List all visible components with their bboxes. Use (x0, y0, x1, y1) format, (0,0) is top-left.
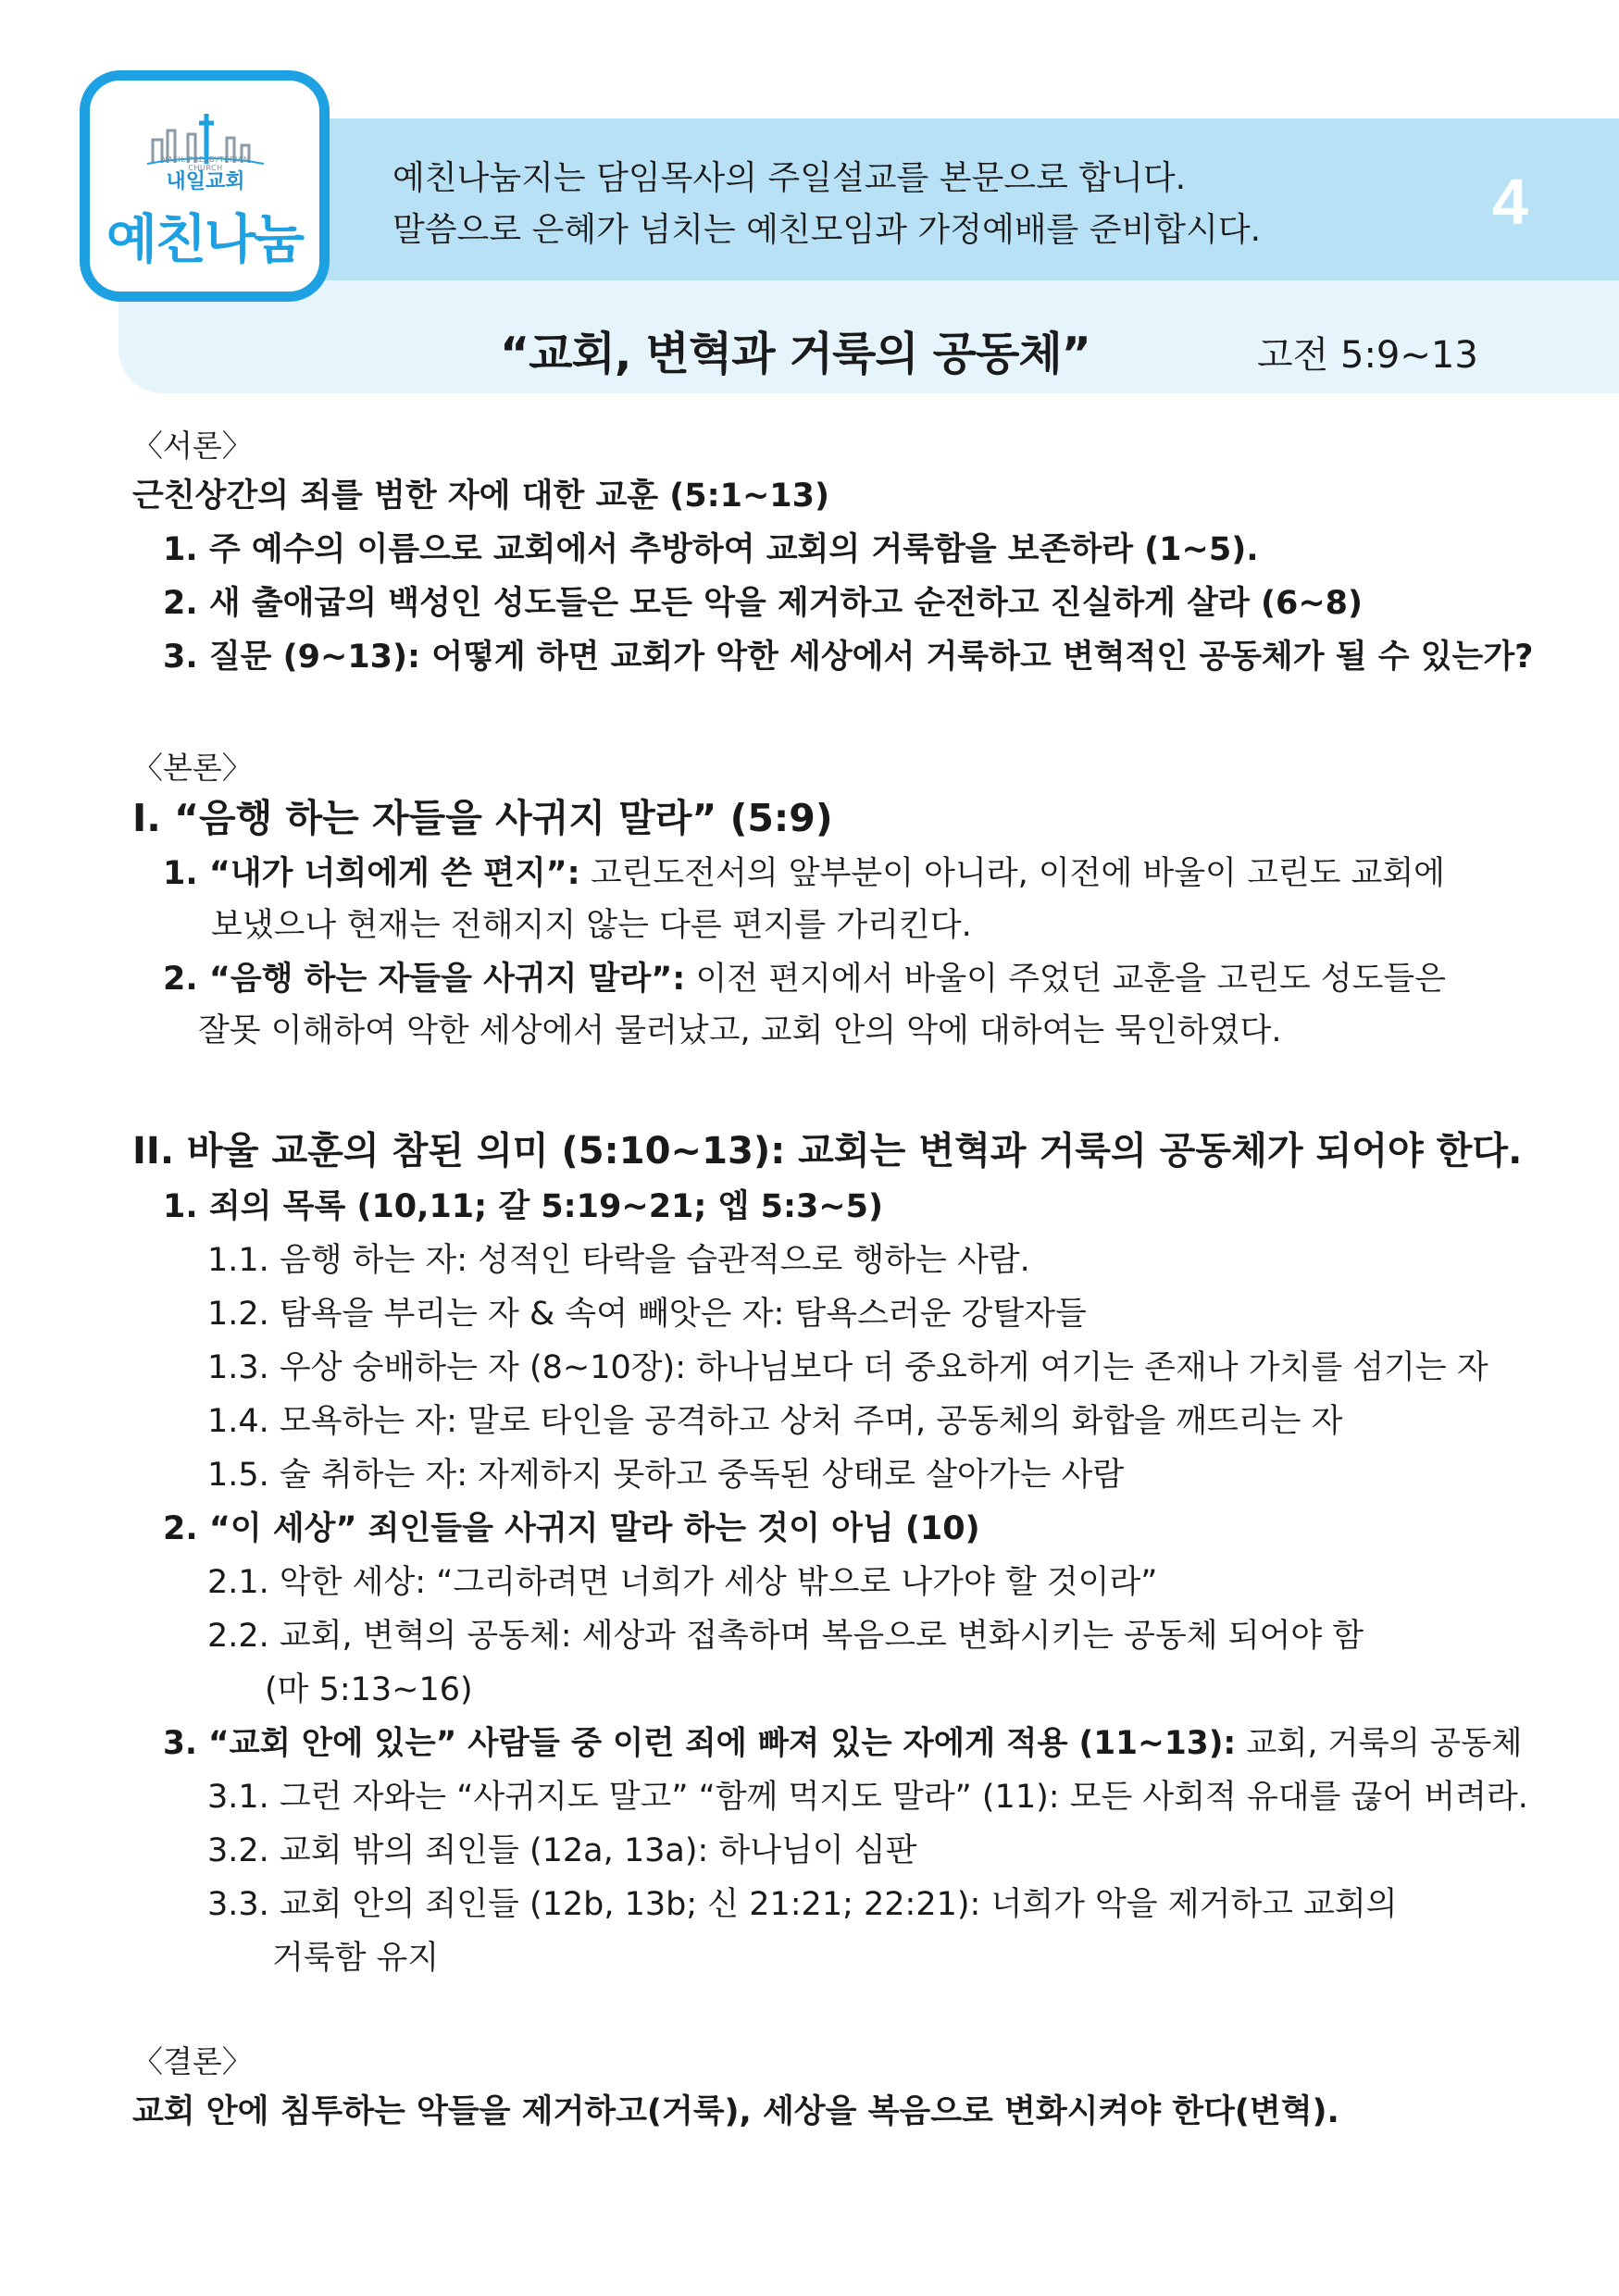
logo-title: 예친나눔 (106, 209, 304, 270)
part1-item-1-title: 1. “내가 너희에게 쓴 편지”: (163, 855, 580, 892)
part2-sub-2-item-2-cont: (마 5:13~16) (265, 1671, 473, 1708)
intro-heading: 근친상간의 죄를 범한 자에 대한 교훈 (5:1~13) (132, 478, 829, 515)
part2-heading: II. 바울 교훈의 참된 의미 (5:10~13): 교회는 변혁과 거룩의 공동체가 되어야 한다. (132, 1130, 1523, 1173)
part1-item-2-cont: 잘못 이해하여 악한 세상에서 물러났고, 교회 안의 악에 대하여는 묵인하였다. (198, 1012, 1282, 1049)
part1-item-2 (163, 959, 1446, 999)
sin-list-item-2: 1.2. 탐욕을 부리는 자 & 속여 빼앗은 자: 탐욕스러운 강탈자들 (207, 1296, 1087, 1333)
church-name: 내일교회 (166, 170, 245, 193)
part2-sub-3-item-3: 3.3. 교회 안의 죄인들 (12b, 13b; 신 21:21; 22:21): 너희가 악을 제거하고 교회의 (207, 1886, 1398, 1923)
part1-heading: I. “음행 하는 자들을 사귀지 말라” (5:9) (132, 796, 833, 840)
logo-box (80, 70, 330, 302)
logo-subtitle: NAEIL PRESBYTERIAN CHURCH (161, 155, 250, 172)
body-label: 〈본론〉 (132, 750, 253, 786)
intro-item-3: 3. 질문 (9~13): 어떻게 하면 교회가 악한 세상에서 거룩하고 변혁적인 공동체가 될 수 있는가? (163, 639, 1534, 676)
part2-sub-3-item-2: 3.2. 교회 밖의 죄인들 (12a, 13a): 하나님이 심판 (207, 1832, 917, 1869)
part2-sub-3-item-1: 3.1. 그런 자와는 “사귀지도 말고” “함께 먹지도 말라” (11): 모든 사회적 유대를 끊어 버려라. (207, 1779, 1528, 1816)
sin-list-item-4: 1.4. 모욕하는 자: 말로 타인을 공격하고 상처 주며, 공동체의 화합을 깨뜨리는 자 (207, 1403, 1343, 1440)
part1-item-1-cont: 보냈으나 현재는 전해지지 않는 다른 편지를 가리킨다. (211, 907, 972, 944)
conclusion-text: 교회 안에 침투하는 악들을 제거하고(거룩), 세상을 복음으로 변화시켜야 한다(변혁). (132, 2093, 1339, 2130)
part2-sub-3-text: 교회, 거룩의 공동체 (1236, 1725, 1523, 1762)
header-intro-line-1: 예친나눔지는 담임목사의 주일설교를 본문으로 합니다. (392, 159, 1187, 197)
part1-item-2-text: 이전 편지에서 바울이 주었던 교훈을 고린도 성도들은 (685, 961, 1447, 998)
part2-sub-2-item-1: 2.1. 악한 세상: “그리하려면 너희가 세상 밖으로 나가야 할 것이라” (207, 1564, 1158, 1601)
intro-label: 〈서론〉 (132, 428, 253, 464)
part1-item-1-text: 고린도전서의 앞부분이 아니라, 이전에 바울이 고린도 교회에 (579, 855, 1445, 892)
sin-list-item-1: 1.1. 음행 하는 자: 성적인 타락을 습관적으로 행하는 사람. (207, 1242, 1030, 1279)
header-band (118, 118, 1619, 280)
header-intro-line-2: 말씀으로 은혜가 넘치는 예친모임과 가정예배를 준비합시다. (392, 211, 1262, 249)
sin-list-item-5: 1.5. 술 취하는 자: 자제하지 못하고 중독된 상태로 살아가는 사람 (207, 1457, 1125, 1494)
part2-sub-2-item-2: 2.2. 교회, 변혁의 공동체: 세상과 접촉하며 복음으로 변화시키는 공동체 되어야 함 (207, 1618, 1364, 1655)
intro-item-1: 1. 주 예수의 이름으로 교회에서 추방하여 교회의 거룩함을 보존하라 (1~5). (163, 531, 1259, 568)
part2-sub-2: 2. “이 세상” 죄인들을 사귀지 말라 하는 것이 아님 (10) (163, 1510, 980, 1547)
part1-item-2-title: 2. “음행 하는 자들을 사귀지 말라”: (163, 961, 686, 998)
scripture-reference: 고전 5:9~13 (1257, 334, 1478, 377)
part2-sub-3-item-3-cont: 거룩함 유지 (272, 1940, 440, 1977)
part2-sub-3 (163, 1723, 1523, 1764)
part2-sub-3-title: 3. “교회 안에 있는” 사람들 중 이런 죄에 빠져 있는 자에게 적용 (11~13): (163, 1725, 1237, 1762)
page-number: 4 (1492, 166, 1528, 238)
part1-item-1 (163, 853, 1445, 894)
sin-list-item-3: 1.3. 우상 숭배하는 자 (8~10장): 하나님보다 더 중요하게 여기는 존재나 가치를 섬기는 자 (207, 1349, 1488, 1386)
intro-item-2: 2. 새 출애굽의 백성인 성도들은 모든 악을 제거하고 순전하고 진실하게 살라 (6~8) (163, 585, 1364, 622)
part2-sub-1: 1. 죄의 목록 (10,11; 갈 5:19~21; 엡 5:3~5) (163, 1188, 883, 1225)
conclusion-label: 〈결론〉 (132, 2043, 253, 2079)
sermon-title: “교회, 변혁과 거룩의 공동체” (500, 328, 1090, 380)
